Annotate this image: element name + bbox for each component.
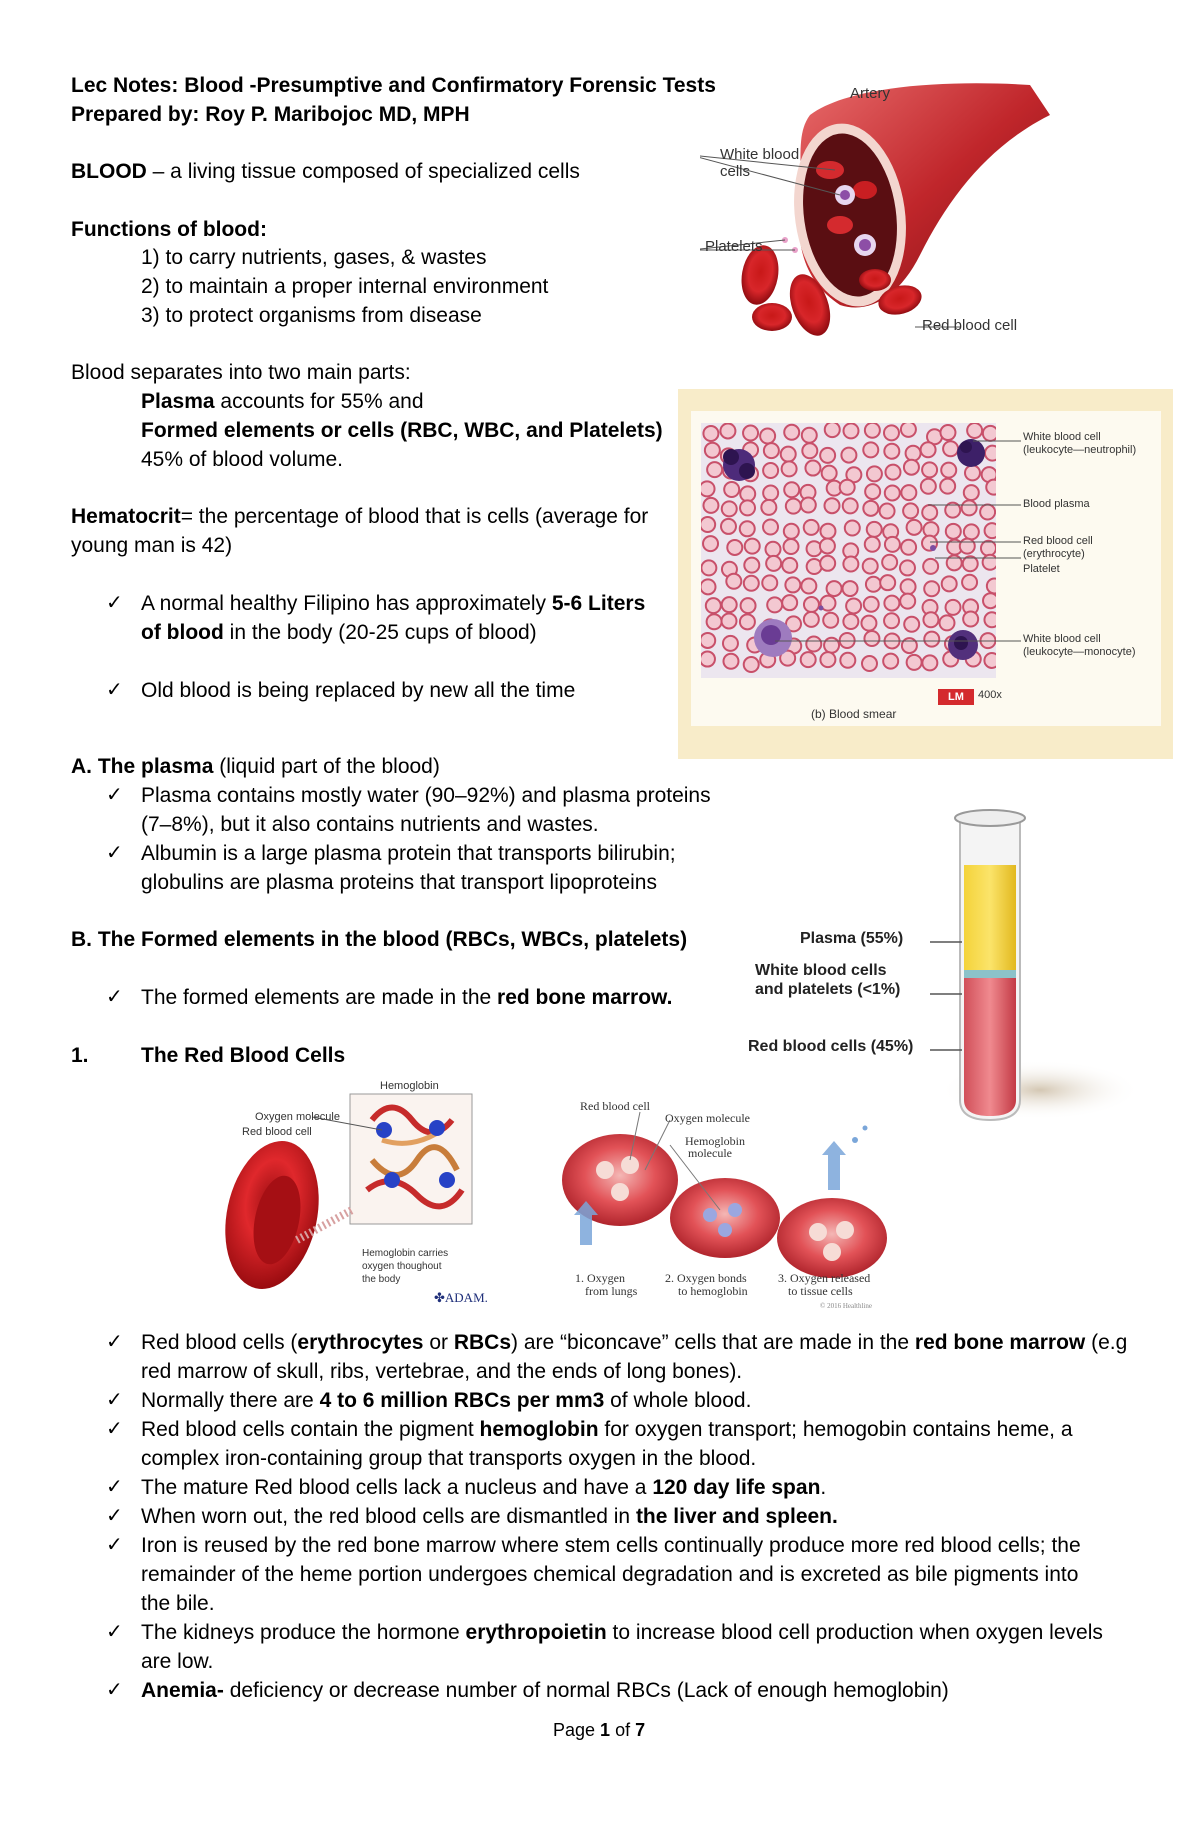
plasma-percent-text: accounts for 55% and bbox=[214, 390, 424, 413]
page-of: of bbox=[610, 1720, 636, 1740]
rbc-heading: The Red Blood Cells bbox=[141, 1044, 346, 1067]
functions-heading: Functions of blood: bbox=[71, 218, 267, 241]
rbc-b7-text-c: to increase blood cell production when oxygen levels bbox=[606, 1621, 1103, 1644]
tube-wbc-label-2: and platelets (<1%) bbox=[755, 981, 901, 998]
adam-logo: ✤ADAM. bbox=[434, 1290, 488, 1305]
formed-elements-line: Formed elements or cells (RBC, WBC, and Platelets) bbox=[141, 419, 663, 442]
rbc-b4-text-c: . bbox=[820, 1476, 827, 1499]
artery-label: Artery bbox=[850, 85, 891, 102]
rbc-b7-text-a: The kidneys produce the hormone bbox=[141, 1621, 466, 1644]
check-icon: ✓ bbox=[106, 1621, 123, 1643]
plasma-term: Plasma bbox=[141, 390, 215, 413]
formed-elements-heading: B. The Formed elements in the blood (RBCs, WBCs, platelets) bbox=[71, 928, 688, 951]
step-1-label-1: 1. Oxygen bbox=[575, 1271, 625, 1285]
page-total: 7 bbox=[635, 1720, 646, 1740]
function-item-2: 2) to maintain a proper internal environment bbox=[141, 275, 549, 298]
plasma-heading-note: (liquid part of the blood) bbox=[213, 755, 440, 778]
step-1-label-2: from lungs bbox=[585, 1284, 638, 1298]
smear-label-erythrocyte: (erythrocyte) bbox=[1023, 548, 1085, 560]
function-item-3: 3) to protect organisms from disease bbox=[141, 304, 482, 327]
check-icon: ✓ bbox=[106, 784, 123, 806]
tube-wbc-label-1: White blood cells bbox=[755, 962, 887, 979]
rbc-bullet-1-line-1 bbox=[141, 1328, 1127, 1357]
hemo-carry-1: Hemoglobin carries bbox=[362, 1248, 449, 1259]
check-icon: ✓ bbox=[106, 1505, 123, 1527]
document-title: Lec Notes: Blood -Presumptive and Confirmatory Forensic Tests bbox=[71, 74, 716, 97]
plasma-heading-title: A. The plasma bbox=[71, 755, 214, 778]
plasma-heading bbox=[71, 752, 440, 781]
rbc-bullet-3-line-2: complex iron-containing group that transports oxygen in the blood. bbox=[141, 1447, 757, 1470]
rbc-b5-text-a: When worn out, the red blood cells are dismantled in bbox=[141, 1505, 636, 1528]
rbc-bullet-7-line-2: are low. bbox=[141, 1650, 214, 1673]
rbc-bullet-6-line-3: the bile. bbox=[141, 1592, 215, 1615]
red-bone-marrow: red bone marrow. bbox=[497, 986, 673, 1009]
rbc-bullet-5 bbox=[141, 1502, 838, 1531]
rbc-b8-anemia: Anemia- bbox=[141, 1679, 224, 1702]
rbc-bullet-2 bbox=[141, 1386, 751, 1415]
wbc-label-2: cells bbox=[720, 163, 751, 180]
adam-brand: ADAM. bbox=[444, 1290, 488, 1305]
formed-elements-bullet-text: The formed elements are made in the bbox=[141, 986, 498, 1009]
blood-volume-line-1 bbox=[141, 589, 645, 618]
prepared-by: Prepared by: Roy P. Maribojoc MD, MPH bbox=[71, 103, 470, 126]
hematocrit-definition: = the percentage of blood that is cells (average for bbox=[180, 505, 649, 528]
hematocrit-line-2: young man is 42) bbox=[71, 534, 233, 557]
rbc-label: Red blood cell bbox=[922, 317, 1018, 334]
rbc-bullet-3-line-1 bbox=[141, 1415, 1073, 1444]
rbc-b1-rbcs: RBCs bbox=[453, 1331, 512, 1354]
plasma-bullet-1-line-1: Plasma contains mostly water (90–92%) and plasma proteins bbox=[141, 784, 711, 807]
page-prefix: Page bbox=[553, 1720, 601, 1740]
rbc-b7-erythropoietin: erythropoietin bbox=[465, 1621, 607, 1644]
hemoglobin-figure bbox=[222, 1080, 487, 1315]
hemo-rbc-label: Red blood cell bbox=[242, 1126, 312, 1138]
rbc-bullet-6-line-2: remainder of the heme portion undergoes chemical degradation and is excreted as bile pigments into bbox=[141, 1563, 1079, 1586]
rbc-b2-count: 4 to 6 million RBCs per mm3 bbox=[319, 1389, 605, 1412]
blood-volume-cups: in the body (20-25 cups of blood) bbox=[223, 621, 537, 644]
check-icon: ✓ bbox=[106, 986, 123, 1008]
check-icon: ✓ bbox=[106, 1534, 123, 1556]
plasma-bullet-2-line-1: Albumin is a large plasma protein that transports bilirubin; bbox=[141, 842, 676, 865]
step-2-label-2: to hemoglobin bbox=[678, 1284, 748, 1298]
hemo-oxygen-label: Oxygen molecule bbox=[255, 1111, 340, 1123]
steps-rbc-label: Red blood cell bbox=[580, 1099, 650, 1113]
rbc-b8-text: deficiency or decrease number of normal RBCs (Lack of enough hemoglobin) bbox=[223, 1679, 949, 1702]
check-icon: ✓ bbox=[106, 1418, 123, 1440]
hematocrit-line-1 bbox=[71, 502, 648, 531]
blood-volume-of-blood: of blood bbox=[141, 621, 224, 644]
rbc-b1-text-e: ) are “biconcave” cells that are made in the bbox=[511, 1331, 915, 1354]
blood-definition-text: – a living tissue composed of specialized cells bbox=[146, 160, 580, 183]
rbc-bullet-4 bbox=[141, 1473, 826, 1502]
hematocrit-term: Hematocrit bbox=[71, 505, 181, 528]
steps-hb-label-1: Hemoglobin bbox=[685, 1134, 745, 1148]
rbc-b3-text-c: for oxygen transport; hemogobin contains heme, a bbox=[598, 1418, 1073, 1441]
rbc-b3-text-a: Red blood cells contain the pigment bbox=[141, 1418, 480, 1441]
wbc-label: White blood bbox=[720, 146, 800, 163]
lm-badge: LM bbox=[938, 689, 974, 705]
formed-elements-bullet bbox=[141, 983, 672, 1012]
check-icon: ✓ bbox=[106, 679, 123, 701]
rbc-bullet-1-line-2: red marrow of skull, ribs, vertebrae, and the ends of long bones). bbox=[141, 1360, 743, 1383]
magnification: 400x bbox=[978, 689, 1002, 701]
check-icon: ✓ bbox=[106, 842, 123, 864]
blood-definition bbox=[71, 157, 580, 186]
smear-label-plasma: Blood plasma bbox=[1023, 498, 1090, 510]
blood-volume-liters: 5-6 Liters bbox=[551, 592, 646, 615]
rbc-bullet-6-line-1: Iron is reused by the red bone marrow where stem cells continually produce more red blood cells; the bbox=[141, 1534, 1081, 1557]
smear-caption: (b) Blood smear bbox=[811, 707, 897, 721]
smear-label-neutrophil: (leukocyte—neutrophil) bbox=[1023, 444, 1137, 456]
blood-volume-line-2 bbox=[141, 618, 537, 647]
smear-label-monocyte: (leukocyte—monocyte) bbox=[1023, 646, 1136, 658]
rbc-bullet-7-line-1 bbox=[141, 1618, 1103, 1647]
volume-line: 45% of blood volume. bbox=[141, 448, 343, 471]
rbc-b1-text-c: or bbox=[423, 1331, 454, 1354]
rbc-b2-text-a: Normally there are bbox=[141, 1389, 320, 1412]
old-blood-line: Old blood is being replaced by new all the time bbox=[141, 679, 576, 702]
rbc-b4-life-span: 120 day life span bbox=[652, 1476, 821, 1499]
rbc-b3-hemoglobin: hemoglobin bbox=[479, 1418, 599, 1441]
rbc-b2-text-c: of whole blood. bbox=[604, 1389, 752, 1412]
rbc-b4-text-a: The mature Red blood cells lack a nucleus and have a bbox=[141, 1476, 653, 1499]
blood-volume-text: A normal healthy Filipino has approximately bbox=[141, 592, 552, 615]
steps-hb-label-2: molecule bbox=[688, 1146, 732, 1160]
rbc-b1-text-a: Red blood cells ( bbox=[141, 1331, 298, 1354]
step-3-label-1: 3. Oxygen released bbox=[778, 1271, 871, 1285]
smear-label-platelet: Platelet bbox=[1023, 563, 1060, 575]
rbc-b5-liver-spleen: the liver and spleen. bbox=[635, 1505, 838, 1528]
plasma-percent bbox=[141, 387, 424, 416]
page-number bbox=[553, 1720, 645, 1741]
oxygen-steps-figure bbox=[560, 1100, 900, 1315]
rbc-b1-erythrocytes: erythrocytes bbox=[297, 1331, 424, 1354]
blood-smear-figure bbox=[678, 389, 1173, 759]
hemoglobin-title: Hemoglobin bbox=[380, 1080, 439, 1092]
tube-rbc-label: Red blood cells (45%) bbox=[748, 1038, 914, 1055]
step-3-label-2: to tissue cells bbox=[788, 1284, 853, 1298]
check-icon: ✓ bbox=[106, 592, 123, 614]
check-icon: ✓ bbox=[106, 1679, 123, 1701]
blood-term: BLOOD bbox=[71, 160, 147, 183]
check-icon: ✓ bbox=[106, 1389, 123, 1411]
page-current: 1 bbox=[600, 1720, 611, 1740]
smear-label-wbc: White blood cell bbox=[1023, 431, 1101, 443]
section-number: 1. bbox=[71, 1044, 89, 1067]
separation-intro: Blood separates into two main parts: bbox=[71, 361, 411, 384]
rbc-b1-text-g: (e.g bbox=[1085, 1331, 1128, 1354]
smear-label-rbc: Red blood cell bbox=[1023, 535, 1093, 547]
hemo-carry-3: the body bbox=[362, 1274, 401, 1285]
smear-label-wbc-2: White blood cell bbox=[1023, 633, 1101, 645]
tube-plasma-label: Plasma (55%) bbox=[800, 930, 904, 947]
plasma-bullet-1-line-2: (7–8%), but it also contains nutrients and wastes. bbox=[141, 813, 599, 836]
check-icon: ✓ bbox=[106, 1476, 123, 1498]
steps-oxygen-label: Oxygen molecule bbox=[665, 1111, 750, 1125]
function-item-1: 1) to carry nutrients, gases, & wastes bbox=[141, 246, 487, 269]
test-tube-figure bbox=[740, 800, 1175, 1125]
rbc-bullet-8 bbox=[141, 1676, 949, 1705]
healthline-credit: © 2016 Healthline bbox=[820, 1302, 872, 1310]
check-icon: ✓ bbox=[106, 1331, 123, 1353]
rbc-b1-red-bone-marrow: red bone marrow bbox=[914, 1331, 1086, 1354]
plasma-bullet-2-line-2: globulins are plasma proteins that transport lipoproteins bbox=[141, 871, 657, 894]
hemo-carry-2: oxygen thoughout bbox=[362, 1261, 442, 1272]
step-2-label-1: 2. Oxygen bonds bbox=[665, 1271, 747, 1285]
platelets-label: Platelets bbox=[705, 238, 763, 255]
